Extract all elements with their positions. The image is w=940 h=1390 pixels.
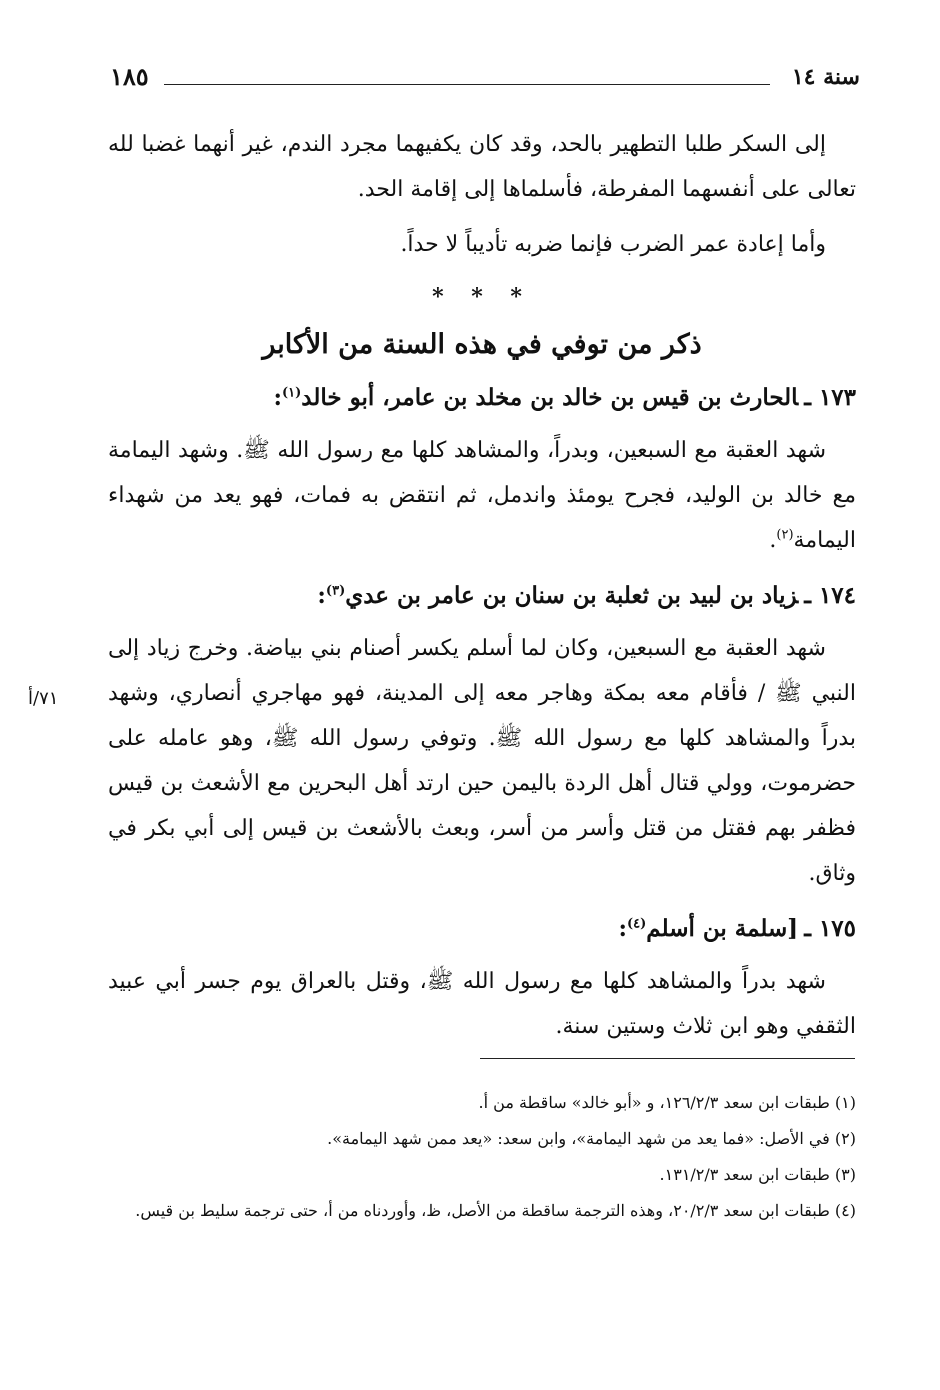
entry-text (108, 428, 856, 563)
footnote-ref: (٣) (325, 583, 346, 599)
entry-name: زياد بن لبيد بن ثعلبة بن سنان بن عامر بن عدي (345, 582, 799, 609)
entry-text-body: شهد بدراً والمشاهد كلها مع رسول الله ﷺ، وقتل بالعراق يوم جسر أبي عبيد الثقفي وهو ابن ثلاث وستين سنة. (108, 969, 856, 1039)
marginal-folio-note: ٧١/أ (28, 688, 59, 709)
section-separator: * * * (432, 284, 532, 310)
footnote: (٢) في الأصل: «فما يعد من شهد اليمامة»، وابن سعد: «يعد ممن شهد اليمامة». (327, 1129, 856, 1148)
entry-text-body: شهد العقبة مع السبعين، وبدراً، والمشاهد كلها مع رسول الله ﷺ. وشهد اليمامة مع خالد بن الوليد، فجرح يومئذ واندمل، ثم انتقض به فمات، فهو يعد من شهداء اليمامة (108, 438, 856, 553)
footnote-rule (480, 1058, 855, 1059)
entry-colon: : (618, 915, 627, 942)
entry-name: [سلمة بن أسلم (646, 915, 799, 942)
entry-number: ١٧٥ ـ (804, 915, 856, 942)
entry-text (108, 626, 856, 896)
main-text (108, 122, 856, 1059)
section-title: ذكر من توفي في هذه السنة من الأكابر (262, 329, 702, 360)
entry-colon: : (273, 384, 282, 411)
entry-colon: : (317, 582, 326, 609)
entry-text (108, 959, 856, 1049)
entry-number: ١٧٤ ـ (804, 582, 856, 609)
footnote: (٤) طبقات ابن سعد ٢٠/٢/٣، وهذه الترجمة ساقطة من الأصل، ظ، وأوردناه من أ، حتى ترجمة سليط بن قيس. (135, 1201, 856, 1220)
running-head: سنة ١٤ (791, 64, 860, 90)
footnotes (108, 1085, 856, 1229)
page-number: ١٨٥ (110, 62, 149, 91)
page-header (100, 62, 860, 102)
entry-name: الحارث بن قيس بن خالد بن مخلد بن عامر، أبو خالد (301, 384, 799, 411)
intro-paragraph: إلى السكر طلبا التطهير بالحد، وقد كان يكفيهما مجرد الندم، غير أنهما غضبا لله تعالى على أنفسهما المفرطة، فأسلماها إلى إقامة الحد. (108, 132, 856, 202)
intro-paragraph: وأما إعادة عمر الضرب فإنما ضربه تأديباً لا حداً. (400, 232, 826, 257)
entry-heading (108, 906, 856, 951)
entry-text-body: شهد العقبة مع السبعين، وكان لما أسلم يكسر أصنام بني بياضة. وخرج زياد إلى النبي ﷺ / فأقام معه بمكة وهاجر معه إلى المدينة، فهو مهاجري أنصاري، وشهد بدراً والمشاهد كلها مع رسول الله ﷺ. وتوفي رسول الله ﷺ، وهو عامله على حضرموت، وولي قتال أهل الردة باليمن حين ارتد أهل البحرين مع الأشعث بن قيس فظفر بهم فقتل من قتل وأسر من أسر، وبعث بالأشعث بن قيس إلى أبي بكر في وثاق. (108, 636, 856, 886)
footnote: (١) طبقات ابن سعد ١٢٦/٢/٣، و «أبو خالد» ساقطة من أ. (478, 1093, 856, 1112)
entry-heading (108, 573, 856, 618)
entry-number: ١٧٣ ـ (804, 384, 856, 411)
entry-heading (108, 375, 856, 420)
entry-text-end: . (769, 528, 777, 553)
footnote-ref: (٤) (626, 916, 647, 932)
footnote-ref: (١) (281, 385, 302, 401)
footnote: (٣) طبقات ابن سعد ١٣١/٢/٣. (659, 1165, 856, 1184)
footnote-ref: (٢) (776, 527, 794, 543)
header-rule (164, 84, 770, 85)
